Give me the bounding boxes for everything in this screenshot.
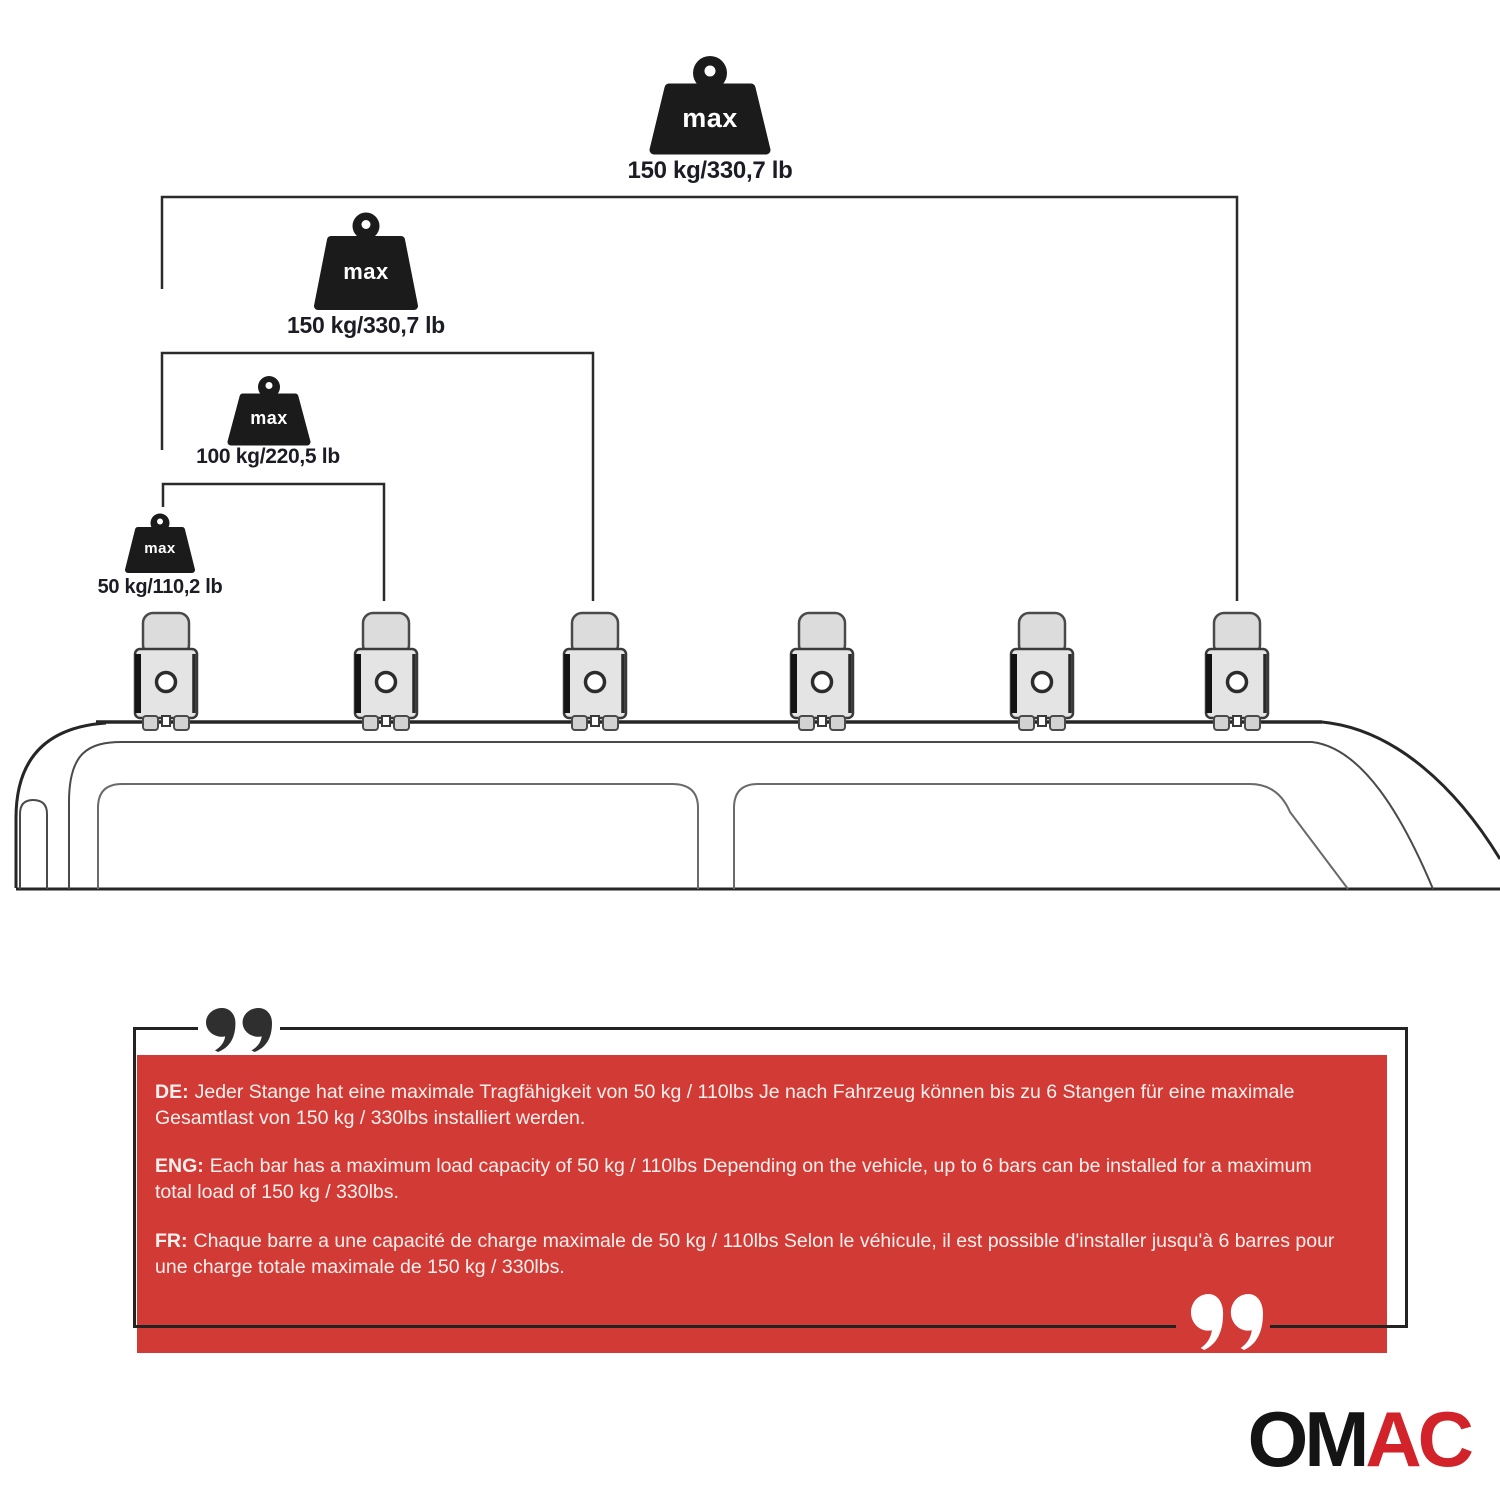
roof-mount-bracket: [1206, 613, 1268, 730]
note-body-eng: Each bar has a maximum load capacity of 50 kg / 110lbs Depending on the vehicle, up to 6 bars can be installed for a maximum total load of 150 kg / 330lbs.: [155, 1155, 1312, 1204]
note-paragraph-de: [155, 1080, 1350, 1131]
capacity-label-100kg: 100 kg/220,5 lb: [196, 445, 340, 468]
weight-max-text: max: [682, 103, 738, 133]
van-roof-outline: [16, 722, 1500, 889]
note-text-block: [155, 1080, 1350, 1303]
roof-mount-bracket: [135, 613, 197, 730]
roof-mount-bracket: [564, 613, 626, 730]
roof-mount-bracket: [1011, 613, 1073, 730]
open-quote-icon: [198, 1006, 280, 1054]
van-window-left: [98, 784, 698, 889]
note-paragraph-eng: [155, 1154, 1350, 1205]
omac-logo-red-part: AC: [1365, 1395, 1470, 1483]
note-body-de: Jeder Stange hat eine maximale Tragfähigkeit von 50 kg / 110lbs Je nach Fahrzeug können bis zu 6 Stangen für eine maximale Gesamtlast von 150 kg / 330lbs installiert werden.: [155, 1081, 1295, 1129]
weight-max-text: max: [144, 540, 176, 557]
roof-mount-brackets: [135, 613, 1268, 730]
capacity-label-150kg: 150 kg/330,7 lb: [287, 312, 445, 338]
roof-mount-bracket: [355, 613, 417, 730]
capacity-label-50kg: 50 kg/110,2 lb: [97, 576, 223, 598]
note-lang-fr: FR:: [155, 1229, 188, 1252]
connector-lines: [162, 197, 1237, 601]
note-lang-de: DE:: [155, 1081, 189, 1103]
van-window-right: [734, 784, 1348, 889]
weight-max-text: max: [250, 408, 288, 428]
note-body-fr: Chaque barre a une capacité de charge maximale de 50 kg / 110lbs Selon le véhicule, il est possible d'installer jusqu'à 6 barres pour une charge totale maximale de 150 kg / 330lbs.: [155, 1229, 1335, 1278]
roof-mount-bracket: [791, 613, 853, 730]
note-paragraph-fr: [155, 1229, 1350, 1280]
omac-logo-black-part: OM: [1247, 1395, 1366, 1483]
close-quote-icon: [1191, 1294, 1263, 1350]
capacity-label-150kg-top: 150 kg/330,7 lb: [627, 157, 793, 184]
note-lang-eng: ENG:: [155, 1155, 204, 1178]
weight-max-text: max: [343, 259, 389, 284]
omac-logo: [1130, 1395, 1470, 1483]
